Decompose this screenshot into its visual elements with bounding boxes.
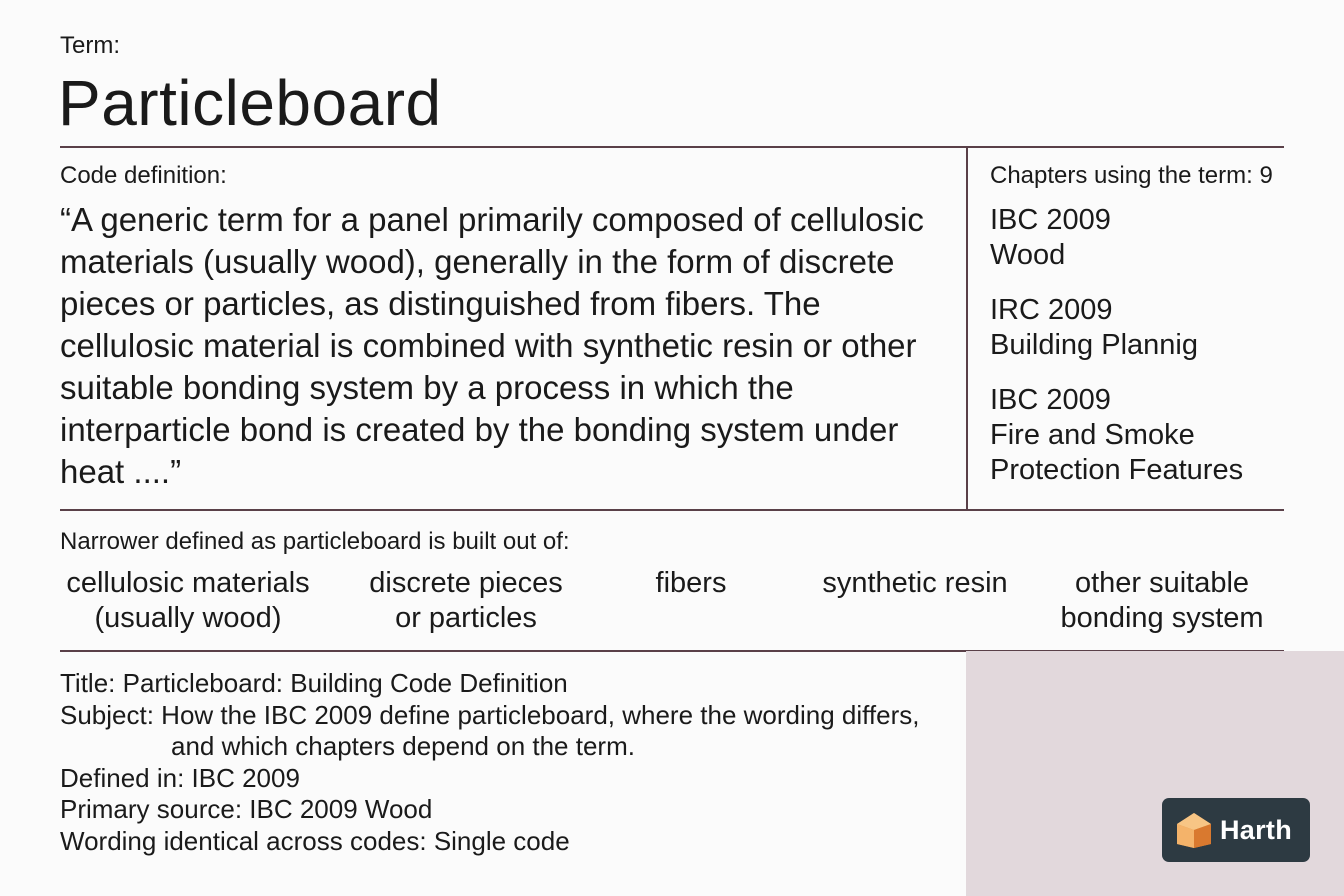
meta-title: Title: Particleboard: Building Code Definition [60, 668, 568, 698]
narrower-list [0, 566, 1344, 646]
logo-badge [1162, 798, 1310, 862]
chapter-code: IRC 2009 [990, 294, 1113, 326]
narrower-item: fibers [655, 567, 727, 599]
chapters-count: 9 [1259, 162, 1273, 189]
narrower-item: discrete pieces or particles [369, 567, 563, 634]
divider-top [60, 146, 1284, 148]
meta-defined-in: Defined in: IBC 2009 [60, 762, 300, 793]
divider-middle [60, 509, 1284, 511]
term-label: Term: [60, 32, 120, 59]
definition-label: Code definition: [60, 162, 227, 189]
chapter-name: Building Plannig [990, 329, 1198, 361]
chapter-code: IBC 2009 [990, 204, 1111, 236]
meta-subject: Subject: How the IBC 2009 define particleboard, where the wording differs, [60, 699, 920, 730]
definition-text: “A generic term for a panel primarily composed of cellulosic materials (usually wood), generally in the form of discrete pieces or particles, as distinguished from fibers. The cellulosic material is combined with synthetic resin or other suitable bonding system by a process in which the interparticle bond is created by the bonding system under heat ....” [60, 201, 924, 490]
chapter-code: IBC 2009 [990, 384, 1111, 416]
chapters-list [990, 203, 1280, 508]
house-cube-icon [1174, 810, 1214, 850]
chapters-label: Chapters using the term: [990, 162, 1253, 189]
narrower-label: Narrower defined as particleboard is built out of: [60, 528, 570, 555]
metadata-block [60, 668, 960, 857]
meta-primary-source: Primary source: IBC 2009 Wood [60, 794, 433, 824]
chapter-name: Wood [990, 239, 1066, 271]
narrower-item: other suitable bonding system [1060, 567, 1264, 634]
chapter-item [990, 293, 1280, 363]
narrower-item: synthetic resin [822, 567, 1008, 599]
chapter-name: Fire and Smoke Protection Features [990, 419, 1244, 486]
term-title: Particleboard [58, 67, 442, 139]
logo-text: Harth [1220, 814, 1293, 845]
meta-wording: Wording identical across codes: Single code [60, 825, 570, 856]
chapter-item [990, 383, 1280, 488]
narrower-item: cellulosic materials (usually wood) [66, 567, 310, 634]
chapter-item [990, 203, 1280, 273]
chapters-header [990, 162, 1273, 190]
meta-subject-continued: and which chapters depend on the term. [171, 731, 635, 761]
divider-vertical [966, 147, 968, 510]
